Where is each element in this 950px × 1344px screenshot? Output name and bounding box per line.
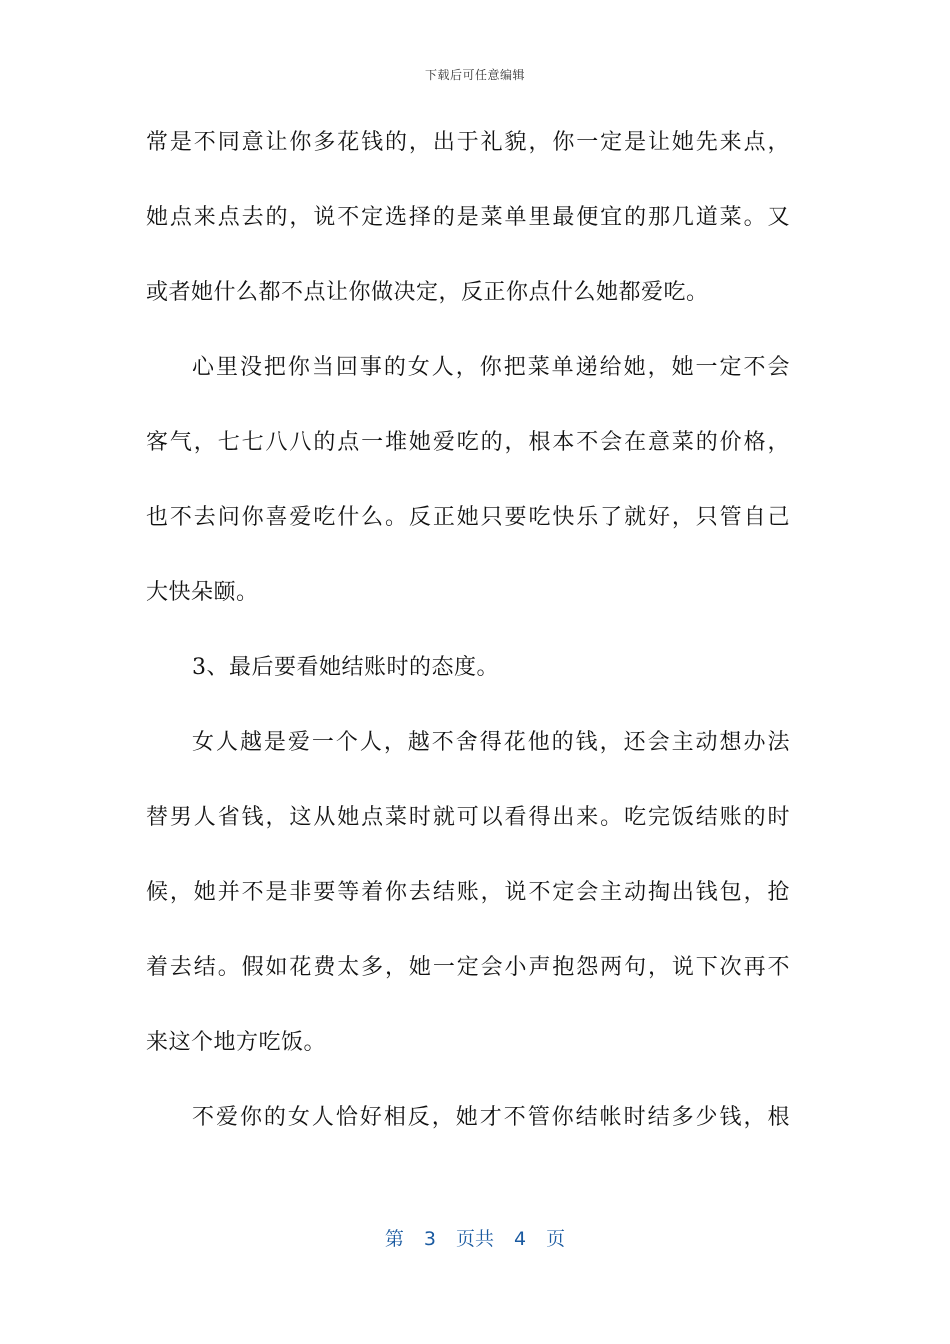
text-line: 大快朵颐。 [146,580,259,605]
page-header-note: 下载后可任意编辑 [424,68,525,82]
text-line: 替男人省钱，这从她点菜时就可以看得出来。吃完饭结账的时 [146,805,790,830]
text-line: 常是不同意让你多花钱的，出于礼貌，你一定是让她先来点， [146,130,790,155]
text-line: 她点来点去的，说不定选择的是菜单里最便宜的那几道菜。又 [146,205,790,230]
footer-current-page: 3 [423,1228,436,1250]
footer-middle: 页共 [455,1228,494,1250]
text-line: 着去结。假如花费太多，她一定会小声抱怨两句，说下次再不 [146,955,790,980]
footer-suffix: 页 [546,1228,566,1250]
text-line: 不爱你的女人恰好相反，她才不管你结帐时结多少钱，根 [192,1105,790,1130]
text-line: 或者她什么都不点让你做决定，反正你点什么她都爱吃。 [146,280,709,305]
text-line: 3、最后要看她结账时的态度。 [192,655,499,680]
footer-prefix: 第 [384,1228,404,1250]
document-body [146,118,790,1168]
text-line: 来这个地方吃饭。 [146,1030,327,1055]
footer-total-pages: 4 [514,1228,527,1250]
text-line: 也不去问你喜爱吃什么。反正她只要吃快乐了就好，只管自己 [146,505,790,530]
text-line: 心里没把你当回事的女人，你把菜单递给她，她一定不会 [192,355,790,380]
text-line: 候，她并不是非要等着你去结账，说不定会主动掏出钱包，抢 [146,880,790,905]
page-footer [0,1224,950,1251]
text-line: 客气，七七八八的点一堆她爱吃的，根本不会在意菜的价格， [146,430,790,455]
text-line: 女人越是爱一个人，越不舍得花他的钱，还会主动想办法 [192,730,790,755]
